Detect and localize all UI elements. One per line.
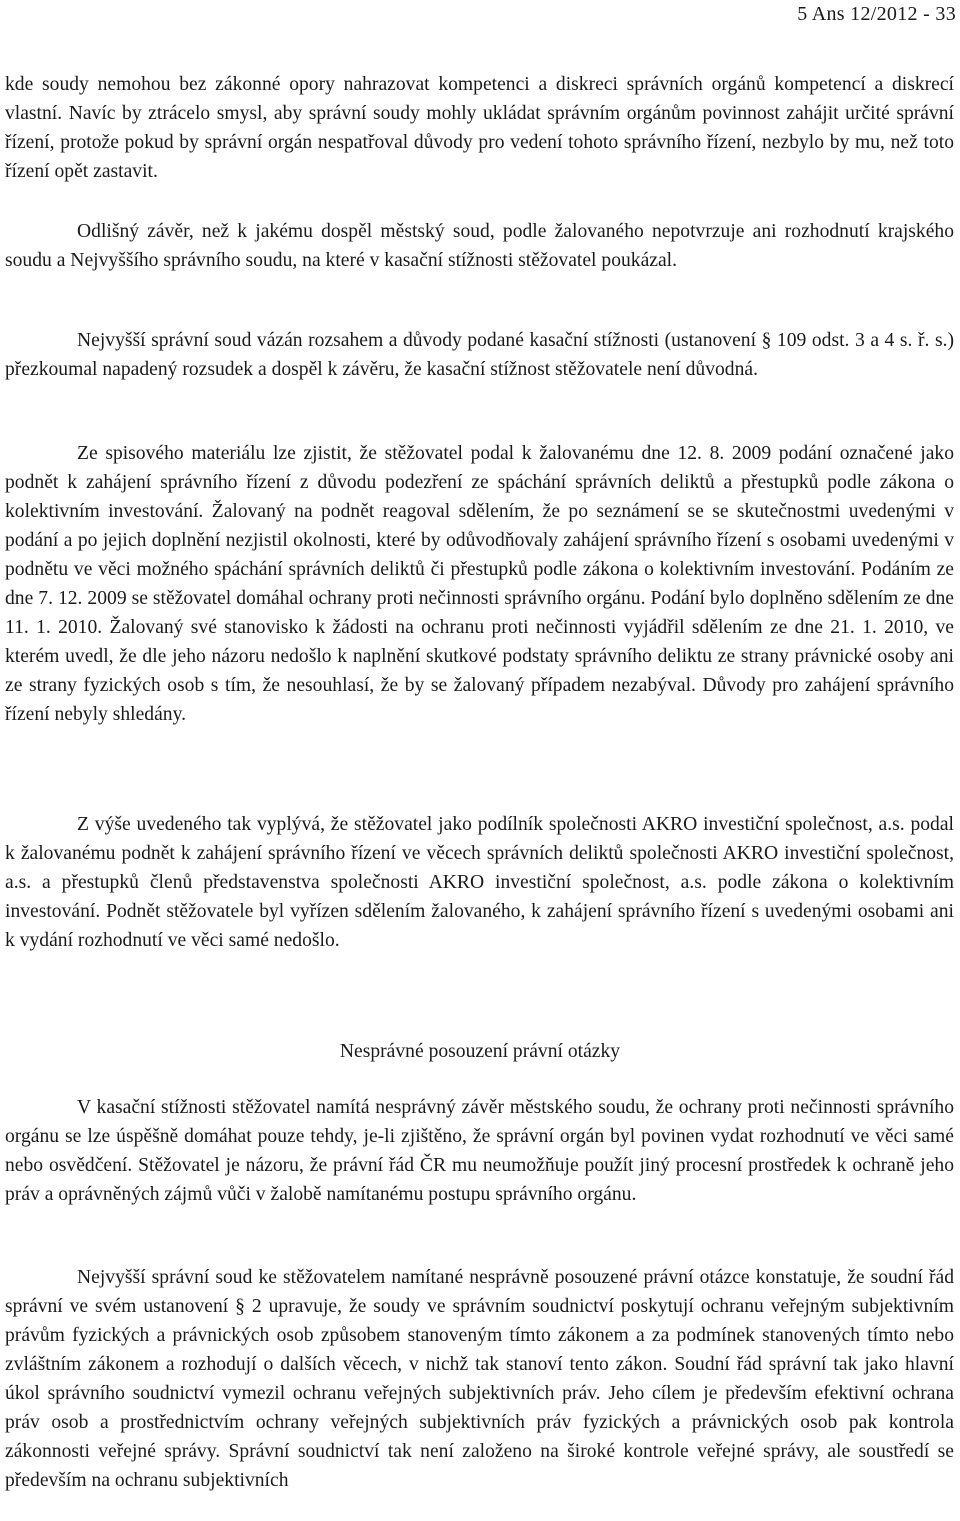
paragraph-1: kde soudy nemohou bez zákonné opory nahrazovat kompetenci a diskreci správních orgánů kompetencí a diskrecí vlastní. Navíc by ztrácelo smysl, aby správní soudy mohly ukládat správním orgánům povinnost zahájit určité správní řízení, protože pokud by správní orgán nespatřoval důvody pro vedení tohoto správního řízení, nezbylo by mu, než toto řízení opět zastavit. (5, 74, 954, 182)
page-reference: 5 Ans 12/2012 - 33 (797, 3, 956, 25)
paragraph-3: Nejvyšší správní soud vázán rozsahem a důvody podané kasační stížnosti (ustanovení § 109 odst. 3 a 4 s. ř. s.) přezkoumal napadený rozsudek a dospěl k závěru, že kasační stížnost stěžovatele není důvodná. (5, 330, 954, 380)
paragraph-4: Ze spisového materiálu lze zjistit, že stěžovatel podal k žalovanému dne 12. 8. 2009 podání označené jako podnět k zahájení správního řízení z důvodu podezření ze spáchání správních deliktů a přestupků podle zákona o kolektivním investování. Žalovaný na podnět reagoval sdělením, že po seznámení se se skutečnostmi uvedenými v podání a po jejich doplnění nezjistil okolnosti, které by odůvodňovaly zahájení správního řízení s osobami uvedenými v podnětu ve věci možného spáchání správních deliktů či přestupků podle zákona o kolektivním investování. Podáním ze dne 7. 12. 2009 se stěžovatel domáhal ochrany proti nečinnosti správního orgánu. Podání bylo doplněno sdělením ze dne 11. 1. 2010. Žalovaný své stanovisko k žádosti na ochranu proti nečinnosti vyjádřil sdělením ze dne 21. 1. 2010, ve kterém uvedl, že dle jeho názoru nedošlo k naplnění skutkové podstaty správního deliktu ze strany právnické osoby ani ze strany fyzických osob s tím, že nesouhlasí, že by se žalovaný případem nezabýval. Důvody pro zahájení správního řízení nebyly shledány. (5, 443, 954, 725)
paragraph-2: Odlišný závěr, než k jakému dospěl městský soud, podle žalovaného nepotvrzuje ani rozhodnutí krajského soudu a Nejvyššího správního soudu, na které v kasační stížnosti stěžovatel poukázal. (5, 221, 954, 271)
section-heading: Nesprávné posouzení právní otázky (339, 1041, 621, 1062)
paragraph-6: V kasační stížnosti stěžovatel namítá nesprávný závěr městského soudu, že ochrany proti nečinnosti správního orgánu se lze úspěšně domáhat pouze tehdy, je-li zjištěno, že správní orgán byl povinen vydat rozhodnutí ve věci samé nebo osvědčení. Stěžovatel je názoru, že právní řád ČR mu neumožňuje použít jiný procesní prostředek k ochraně jeho práv a oprávněných zájmů vůči v žalobě namítanému postupu správního orgánu. (5, 1097, 954, 1205)
paragraph-5: Z výše uvedeného tak vyplývá, že stěžovatel jako podílník společnosti AKRO investiční společnost, a.s. podal k žalovanému podnět k zahájení správního řízení ve věcech správních deliktů společnosti AKRO investiční společnost, a.s. a přestupků členů představenstva společnosti AKRO investiční společnost, a.s. podle zákona o kolektivním investování. Podnět stěžovatele byl vyřízen sdělením žalovaného, k zahájení správního řízení s uvedenými osobami ani k vydání rozhodnutí ve věci samé nedošlo. (5, 814, 954, 951)
paragraph-7: Nejvyšší správní soud ke stěžovatelem namítané nesprávně posouzené právní otázce konstatuje, že soudní řád správní ve svém ustanovení § 2 upravuje, že soudy ve správním soudnictví poskytují ochranu veřejným subjektivním právům fyzických a právnických osob způsobem stanoveným tímto zákonem a za podmínek stanovených tímto nebo zvláštním zákonem a rozhodují o dalších věcech, v nichž tak stanoví tento zákon. Soudní řád správní tak jako hlavní úkol správního soudnictví vymezil ochranu veřejných subjektivních práv. Jeho cílem je především efektivní ochrana práv osob a prostřednictvím ochrany veřejných subjektivních práv fyzických a právnických osob pak kontrola zákonnosti veřejné správy. Správní soudnictví tak není založeno na široké kontrole veřejné správy, ale soustředí se především na ochranu subjektivních (5, 1267, 954, 1491)
